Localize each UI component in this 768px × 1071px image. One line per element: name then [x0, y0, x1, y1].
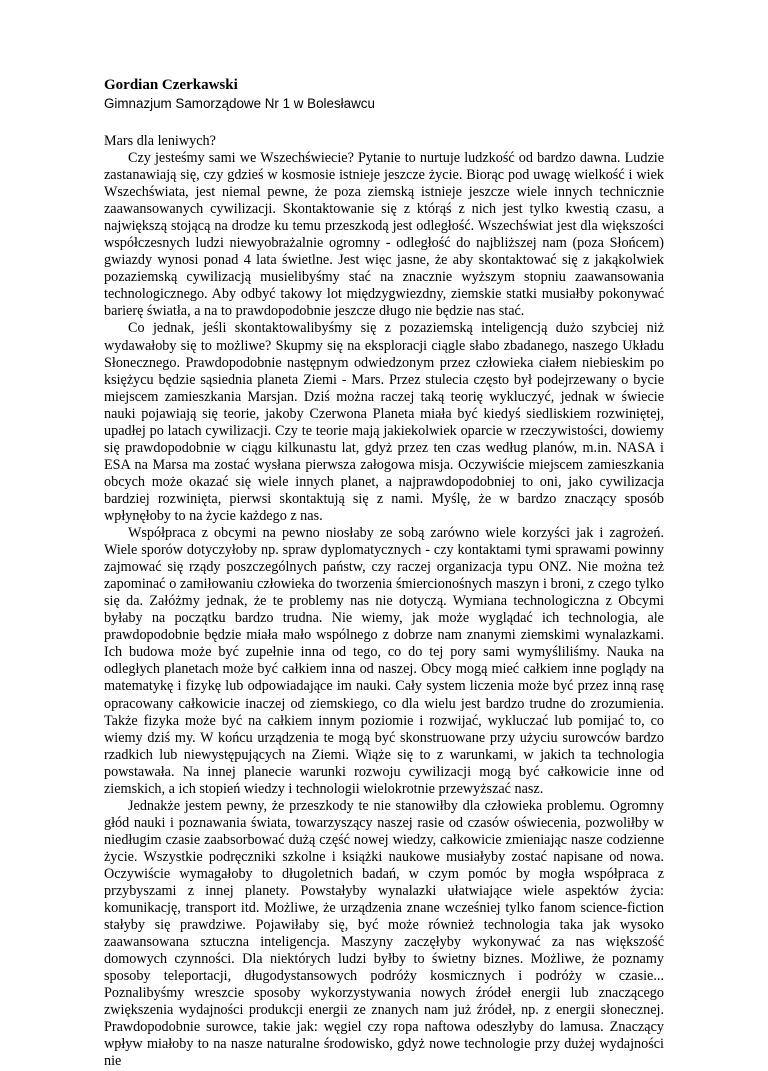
paragraph: Jednakże jestem pewny, że przeszkody te nie stanowiłby dla człowieka problemu. Ogromny głód nauki i poznawania świata, towarzyszący naszej rasie od czasów oświecenia, pozwoliłby w niedługim czasie zaabsorbować dużą część nowej wiedzy, całkowicie zmieniając nasze codzienne życie. Wszystkie podręczniki szkolne i książki naukowe musiałyby zostać napisane od nowa. Oczywiście wymagałoby to długoletnich badań, w czym pomóc by mogła współpraca z przybyszami z innej planety. Powstałyby wynalazki ułatwiające wiele aspektów życia: komunikację, transport itd. Możliwe, że urządzenia znane wcześniej tylko fanom science-fiction stałyby się prawdziwe. Pojawiłaby się, być może również technologia taka jak wysoko zaawansowana sztuczna inteligencja. Maszyny zaczęłyby wykonywać za nas większość domowych czynności. Dla niektórych ludzi byłby to świetny biznes. Możliwe, że poznamy sposoby teleportacji, długodystansowych podróży kosmicznych i podróży w czasie... Poznalibyśmy wreszcie sposoby wykorzystywania nowych źródeł energii lub znaczącego zwiększenia wydajności produkcji energii ze znanych nam już źródeł, np. z energii słonecznej. Prawdopodobnie surowce, takie jak: węgiel czy ropa naftowa odeszłyby do lamusa. Znaczący wpływ miałoby to na nasze naturalne środowisko, gdyż nowe technologie przy dużej wydajności nie — [104, 797, 664, 1070]
article-body — [104, 150, 664, 1071]
article-title: Mars dla leniwych? — [104, 133, 216, 149]
school-name: Gimnazjum Samorządowe Nr 1 w Bolesławcu — [104, 96, 375, 111]
paragraph: Czy jesteśmy sami we Wszechświecie? Pytanie to nurtuje ludzkość od bardzo dawna. Ludzie zastanawiają się, czy gdzieś w kosmosie istnieje jeszcze życie. Biorąc pod uwagę wielkość i wiek Wszechświata, jest niemal pewne, że poza ziemską istnieje jeszcze wiele innych technicznie zaawansowanych cywilizacji. Skontaktowanie się z którąś z nich jest tylko kwestią czasu, a największą stojącą na drodze ku temu przeszkodą jest odległość. Wszechświat jest dla większości współczesnych ludzi niewyobrażalnie ogromny - odległość do najbliższej nam (poza Słońcem) gwiazdy wynosi ponad 4 lata świetlne. Jest więc jasne, że aby skontaktować się z jakąkolwiek pozaziemską cywilizacją musielibyśmy stać na znacznie wyższym stopniu zaawansowania technologicznego. Aby odbyć takowy lot międzygwiezdny, ziemskie statki musiałby pokonywać barierę światła, a na to prawdopodobnie jeszcze długo nie będzie nas stać. — [104, 150, 664, 320]
paragraph: Współpraca z obcymi na pewno niosłaby ze sobą zarówno wiele korzyści jak i zagrożeń. Wiele sporów dotyczyłoby np. spraw dyplomatycznych - czy kontaktami tymi sprawami powinny zajmować się rządy poszczególnych państw, czy raczej organizacja typu ONZ. Nie można też zapominać o zamiłowaniu człowieka do tworzenia śmiercionośnych maszyn i broni, z czego tylko się da. Załóżmy jednak, że te problemy nas nie dotyczą. Wymiana technologiczna z Obcymi byłaby na początku bardzo trudna. Nie wiemy, jak może wyglądać ich technologia, ale prawdopodobnie będzie miała mało wspólnego z dobrze nam znanymi ziemskimi wynalazkami. Ich budowa może być zupełnie inna od tego, co do tej pory sami wymyśliliśmy. Nauka na odległych planetach może być całkiem inna od naszej. Obcy mogą mieć całkiem inne poglądy na matematykę i fizykę lub odpowiadające im nauki. Cały system liczenia może być przez inną rasę opracowany całkowicie inaczej od ziemskiego, co dla wielu jest bardzo trudne do zrozumienia. Także fizyka może być na całkiem innym poziomie i rozwijać, wykluczać lub pomijać to, co wiemy dziś my. W końcu urządzenia te mogą być skonstruowane przy użyciu surowców bardzo rzadkich lub niewystępujących na Ziemi. Wiąże się to z warunkami, w jakich ta technologia powstawała. Na innej planecie warunki rozwoju cywilizacji mogą być całkowicie inne od ziemskich, a ich stopień wiedzy i technologii wielokrotnie przewyższać nasz. — [104, 525, 664, 797]
paragraph: Co jednak, jeśli skontaktowalibyśmy się z pozaziemską inteligencją dużo szybciej niż wydawałoby się to możliwe? Skupmy się na eksploracji ciągle słabo zbadanego, naszego Układu Słonecznego. Prawdopodobnie następnym odwiedzonym przez człowieka ciałem niebieskim po księżycu będzie sąsiednia planeta Ziemi - Mars. Przez stulecia często był podejrzewany o bycie miejscem zamieszkania Marsjan. Dziś można raczej taką teorię wykluczyć, jednak w świecie nauki pojawiają się teorie, jakoby Czerwona Planeta miała być kiedyś siedliskiem rozwiniętej, upadłej po latach cywilizacji. Czy te teorie mają jakiekolwiek oparcie w rzeczywistości, dowiemy się prawdopodobnie w ciągu kilkunastu lat, gdyż przez ten czas według planów, m.in. NASA i ESA na Marsa ma zostać wysłana pierwsza załogowa misja. Oczywiście miejscem zamieszkania obcych może okazać się wiele innych planet, a najprawdopodobniej to oni, jako cywilizacja bardziej rozwinięta, pierwsi skontaktują się z nami. Myślę, że w bardzo znaczący sposób wpłynęłoby to na życie każdego z nas. — [104, 320, 664, 524]
author-name: Gordian Czerkawski — [104, 77, 238, 93]
document-page — [104, 76, 664, 1071]
